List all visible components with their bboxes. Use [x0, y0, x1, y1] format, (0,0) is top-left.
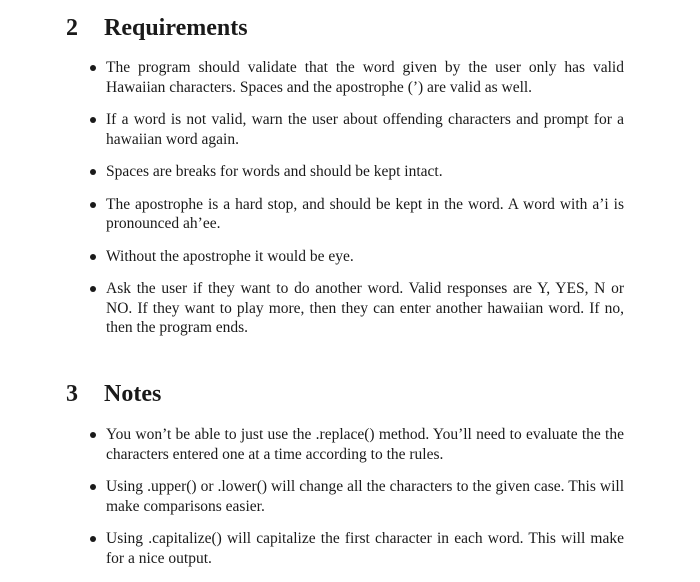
section-number: 2 [66, 15, 78, 41]
list-item [88, 529, 624, 568]
bullet-icon [90, 484, 96, 490]
list-item [88, 110, 624, 149]
section-title: Notes [104, 381, 162, 407]
list-item [88, 425, 624, 464]
bullet-icon [90, 117, 96, 123]
list-item-text: Without the apostrophe it would be eye. [106, 247, 354, 265]
section-heading [66, 380, 161, 408]
list-item [88, 162, 624, 182]
list-item [88, 477, 624, 516]
bullet-icon [90, 202, 96, 208]
section-title: Requirements [104, 15, 248, 41]
list-item-text: Using .capitalize() will capitalize the first character in each word. This will make for a nice output. [106, 530, 624, 567]
list-item-text: The apostrophe is a hard stop, and should be kept in the word. A word with a’i is pronounced ah’ee. [106, 195, 624, 232]
bullet-icon [90, 286, 96, 292]
requirements-list [88, 58, 624, 338]
bullet-icon [90, 536, 96, 542]
list-item-text: Using .upper() or .lower() will change all the characters to the given case. This will make comparisons easier. [106, 478, 624, 515]
list-item-text: Spaces are breaks for words and should be kept intact. [106, 163, 443, 180]
list-item-text: The program should validate that the word given by the user only has valid Hawaiian characters. Spaces and the apostrophe (’) are valid as well. [106, 59, 624, 96]
bullet-icon [90, 169, 96, 175]
list-item-text: You won’t be able to just use the .replace() method. You’ll need to evaluate the the characters entered one at a time according to the rules. [106, 426, 624, 463]
list-item [88, 195, 624, 234]
list-item [88, 279, 624, 338]
list-item-text: Ask the user if they want to do another word. Valid responses are Y, YES, N or NO. If they want to play more, then they can enter another hawaiian word. If no, then the program ends. [106, 280, 624, 336]
bullet-icon [90, 254, 96, 260]
notes-list [88, 425, 624, 568]
section-number: 3 [66, 381, 78, 407]
section-heading [66, 14, 248, 42]
bullet-icon [90, 432, 96, 438]
list-item [88, 58, 624, 97]
list-item-text: If a word is not valid, warn the user about offending characters and prompt for a hawaiian word again. [106, 111, 624, 148]
list-item [88, 247, 624, 267]
bullet-icon [90, 65, 96, 71]
